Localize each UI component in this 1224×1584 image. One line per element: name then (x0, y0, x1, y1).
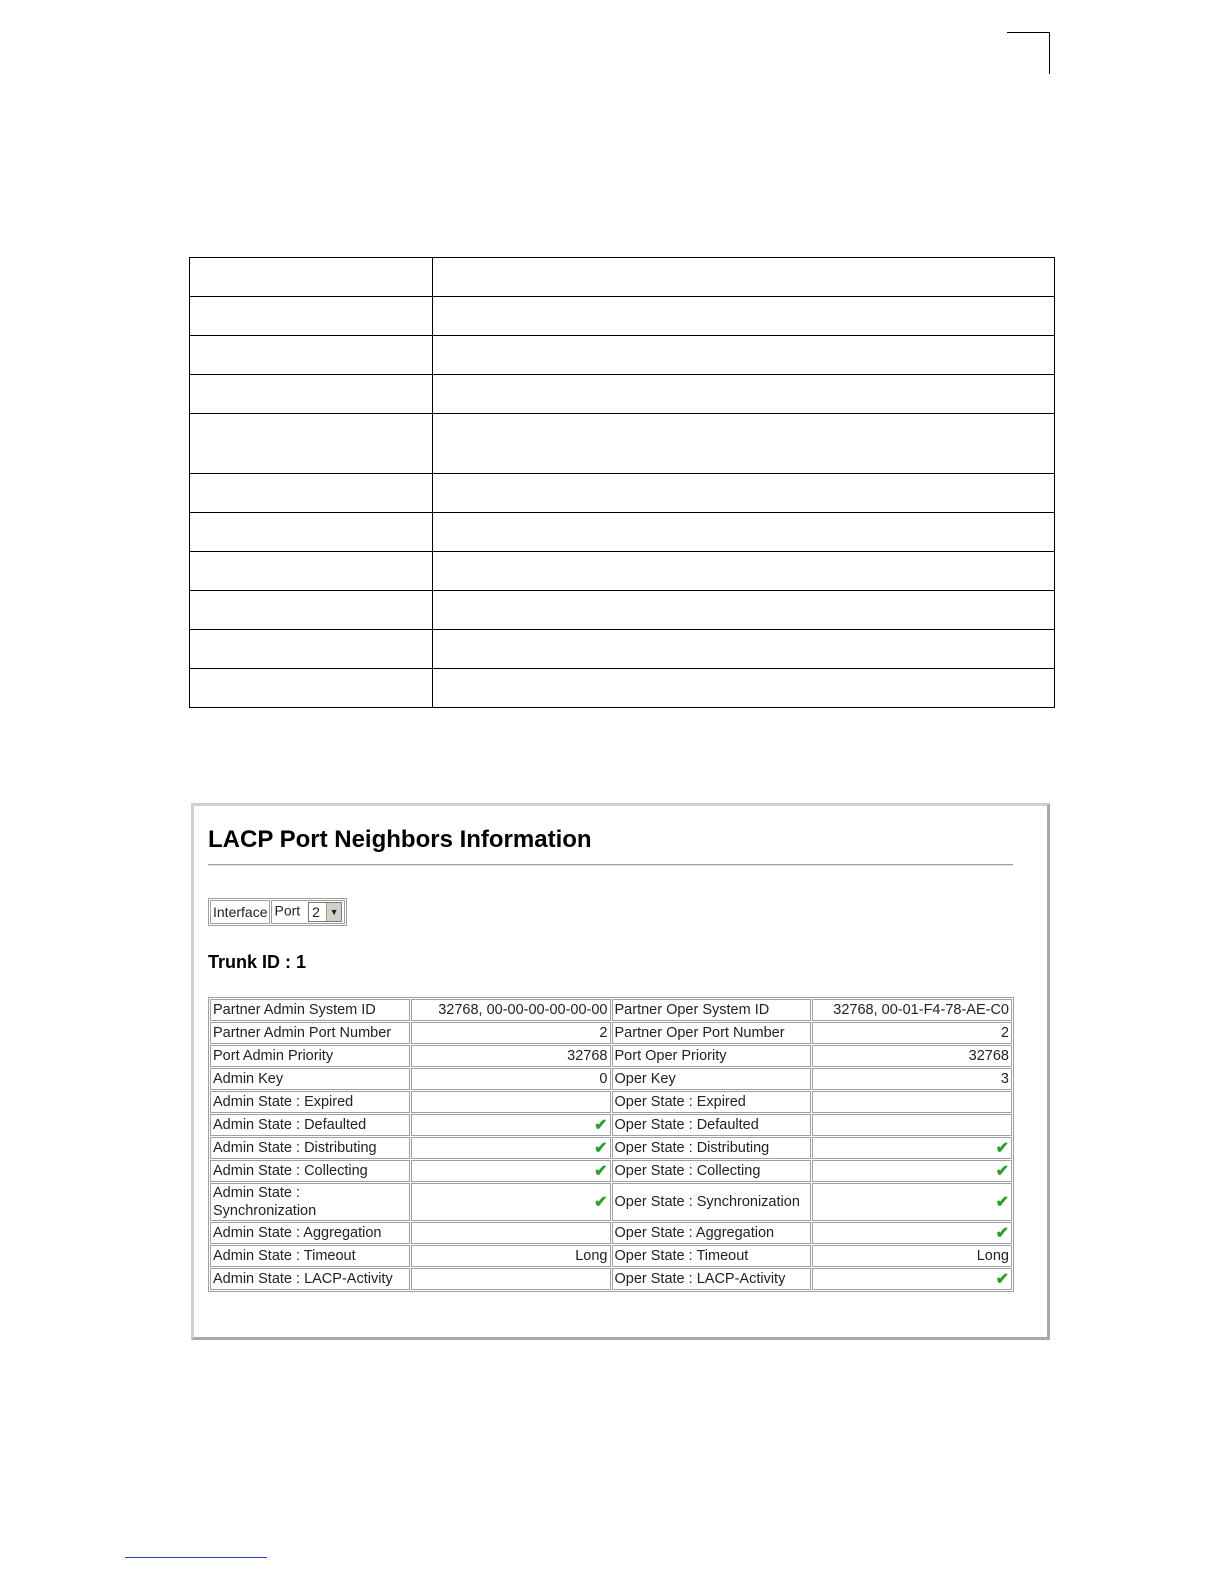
oper-field-label (612, 1222, 812, 1244)
admin-field-label-text: Partner Admin Port Number (213, 1025, 392, 1041)
oper-field-label-text: Partner Oper Port Number (614, 1025, 785, 1041)
admin-field-value (411, 1183, 611, 1221)
admin-field-label (210, 1183, 410, 1221)
admin-field-label-text: Admin State : Timeout (213, 1248, 356, 1264)
table-row (210, 1268, 1012, 1290)
oper-field-value (812, 1022, 1012, 1044)
admin-field-value-text: 2 (599, 1025, 608, 1041)
table-row (190, 669, 1055, 708)
admin-field-label (210, 999, 410, 1021)
admin-field-label (210, 1137, 410, 1159)
admin-field-label-text: Admin State : LACP-Activity (213, 1271, 393, 1287)
oper-field-label-text: Oper State : Synchronization (614, 1194, 800, 1210)
oper-field-value (812, 1268, 1012, 1290)
admin-field-value-text: 32768, 00-00-00-00-00-00 (438, 1002, 608, 1018)
table-row (190, 591, 1055, 630)
oper-field-value-text: 32768, 00-01-F4-78-AE-C0 (833, 1002, 1009, 1018)
table-row (210, 1183, 1012, 1221)
admin-field-label (210, 1045, 410, 1067)
table-row (190, 297, 1055, 336)
check-icon: ✔ (594, 1117, 608, 1134)
oper-field-label (612, 1245, 812, 1267)
oper-field-label (612, 999, 812, 1021)
admin-field-value (411, 1222, 611, 1244)
oper-field-label (612, 1137, 812, 1159)
table-row (210, 1222, 1012, 1244)
admin-field-label-text: Admin State : Distributing (213, 1140, 377, 1156)
oper-field-value-text: 3 (1000, 1071, 1009, 1087)
table-row (190, 258, 1055, 297)
title-divider (208, 864, 1013, 866)
oper-field-label (612, 1091, 812, 1113)
port-select-value: 2 (312, 904, 320, 920)
admin-field-value (411, 1045, 611, 1067)
oper-field-value (812, 1245, 1012, 1267)
check-icon: ✔ (995, 1194, 1009, 1211)
oper-field-label (612, 1114, 812, 1136)
admin-field-value (411, 1245, 611, 1267)
neighbors-info-table (208, 997, 1014, 1292)
table-row (210, 1022, 1012, 1044)
admin-field-label-text: Admin State : Expired (213, 1094, 354, 1110)
table-row (210, 1091, 1012, 1113)
admin-field-label-text: Admin State : Synchronization (213, 1185, 317, 1219)
oper-field-value (812, 1183, 1012, 1221)
admin-field-value (411, 1268, 611, 1290)
admin-field-value (411, 1022, 611, 1044)
admin-field-label (210, 1245, 410, 1267)
admin-field-label-text: Admin State : Defaulted (213, 1117, 367, 1133)
table-row (210, 1114, 1012, 1136)
table-row (210, 1045, 1012, 1067)
crop-mark (1007, 32, 1050, 74)
chevron-down-icon[interactable]: ▼ (326, 903, 341, 921)
table-row (210, 1160, 1012, 1182)
page-title: LACP Port Neighbors Information (208, 826, 592, 853)
lacp-neighbors-panel (191, 803, 1050, 1340)
oper-field-label (612, 1268, 812, 1290)
oper-field-value-text: 32768 (968, 1048, 1009, 1064)
table-row (210, 1245, 1012, 1267)
check-icon: ✔ (995, 1225, 1009, 1242)
check-icon: ✔ (995, 1271, 1009, 1288)
table-row (190, 474, 1055, 513)
admin-field-label (210, 1114, 410, 1136)
check-icon: ✔ (594, 1194, 608, 1211)
oper-field-label-text: Port Oper Priority (614, 1048, 727, 1064)
table-row (210, 999, 1012, 1021)
oper-field-label (612, 1160, 812, 1182)
trunk-id: Trunk ID : 1 (208, 952, 307, 972)
oper-field-value (812, 1160, 1012, 1182)
oper-field-label-text: Oper State : LACP-Activity (614, 1271, 786, 1287)
port-select[interactable] (308, 902, 342, 922)
table-row (190, 513, 1055, 552)
oper-field-label-text: Partner Oper System ID (614, 1002, 770, 1018)
oper-field-value (812, 1137, 1012, 1159)
admin-field-label-text: Port Admin Priority (213, 1048, 334, 1064)
oper-field-label (612, 1183, 812, 1221)
check-icon: ✔ (995, 1163, 1009, 1180)
admin-field-label-text: Admin State : Aggregation (213, 1225, 382, 1241)
oper-field-label-text: Oper State : Defaulted (614, 1117, 759, 1133)
port-cell (271, 900, 345, 924)
admin-field-label-text: Admin Key (213, 1071, 284, 1087)
oper-field-value (812, 1222, 1012, 1244)
table-row (190, 336, 1055, 375)
interface-selector (208, 898, 347, 926)
port-label: Port (274, 902, 301, 919)
oper-field-label-text: Oper Key (614, 1071, 676, 1087)
oper-field-label (612, 1068, 812, 1090)
table-row (190, 414, 1055, 474)
oper-field-label-text: Oper State : Timeout (614, 1248, 749, 1264)
oper-field-label-text: Oper State : Expired (614, 1094, 746, 1110)
reference-table (189, 257, 1055, 708)
admin-field-label (210, 1268, 410, 1290)
table-row (190, 552, 1055, 591)
admin-field-value (411, 1160, 611, 1182)
oper-field-label (612, 1022, 812, 1044)
admin-field-label-text: Admin State : Collecting (213, 1163, 368, 1179)
table-row (210, 1068, 1012, 1090)
admin-field-label (210, 1022, 410, 1044)
admin-field-value (411, 1114, 611, 1136)
oper-field-label-text: Oper State : Collecting (614, 1163, 761, 1179)
admin-field-value (411, 1137, 611, 1159)
admin-field-value-text: 32768 (567, 1048, 608, 1064)
admin-field-value (411, 1068, 611, 1090)
oper-field-value (812, 1068, 1012, 1090)
oper-field-value-text: Long (976, 1248, 1009, 1264)
check-icon: ✔ (594, 1140, 608, 1157)
oper-field-value-text: 2 (1000, 1025, 1009, 1041)
table-row (210, 1137, 1012, 1159)
oper-field-value (812, 1114, 1012, 1136)
footer-link-underline (125, 1557, 267, 1558)
table-row (190, 630, 1055, 669)
admin-field-value (411, 1091, 611, 1113)
admin-field-label (210, 1160, 410, 1182)
admin-field-value-text: Long (575, 1248, 608, 1264)
admin-field-label-text: Partner Admin System ID (213, 1002, 376, 1018)
admin-field-value (411, 999, 611, 1021)
interface-label: Interface (210, 900, 270, 924)
table-row (190, 375, 1055, 414)
oper-field-label (612, 1045, 812, 1067)
check-icon: ✔ (995, 1140, 1009, 1157)
oper-field-value (812, 999, 1012, 1021)
oper-field-label-text: Oper State : Distributing (614, 1140, 770, 1156)
admin-field-label (210, 1091, 410, 1113)
admin-field-value-text: 0 (599, 1071, 608, 1087)
check-icon: ✔ (594, 1163, 608, 1180)
admin-field-label (210, 1068, 410, 1090)
oper-field-value (812, 1045, 1012, 1067)
oper-field-value (812, 1091, 1012, 1113)
oper-field-label-text: Oper State : Aggregation (614, 1225, 775, 1241)
admin-field-label (210, 1222, 410, 1244)
